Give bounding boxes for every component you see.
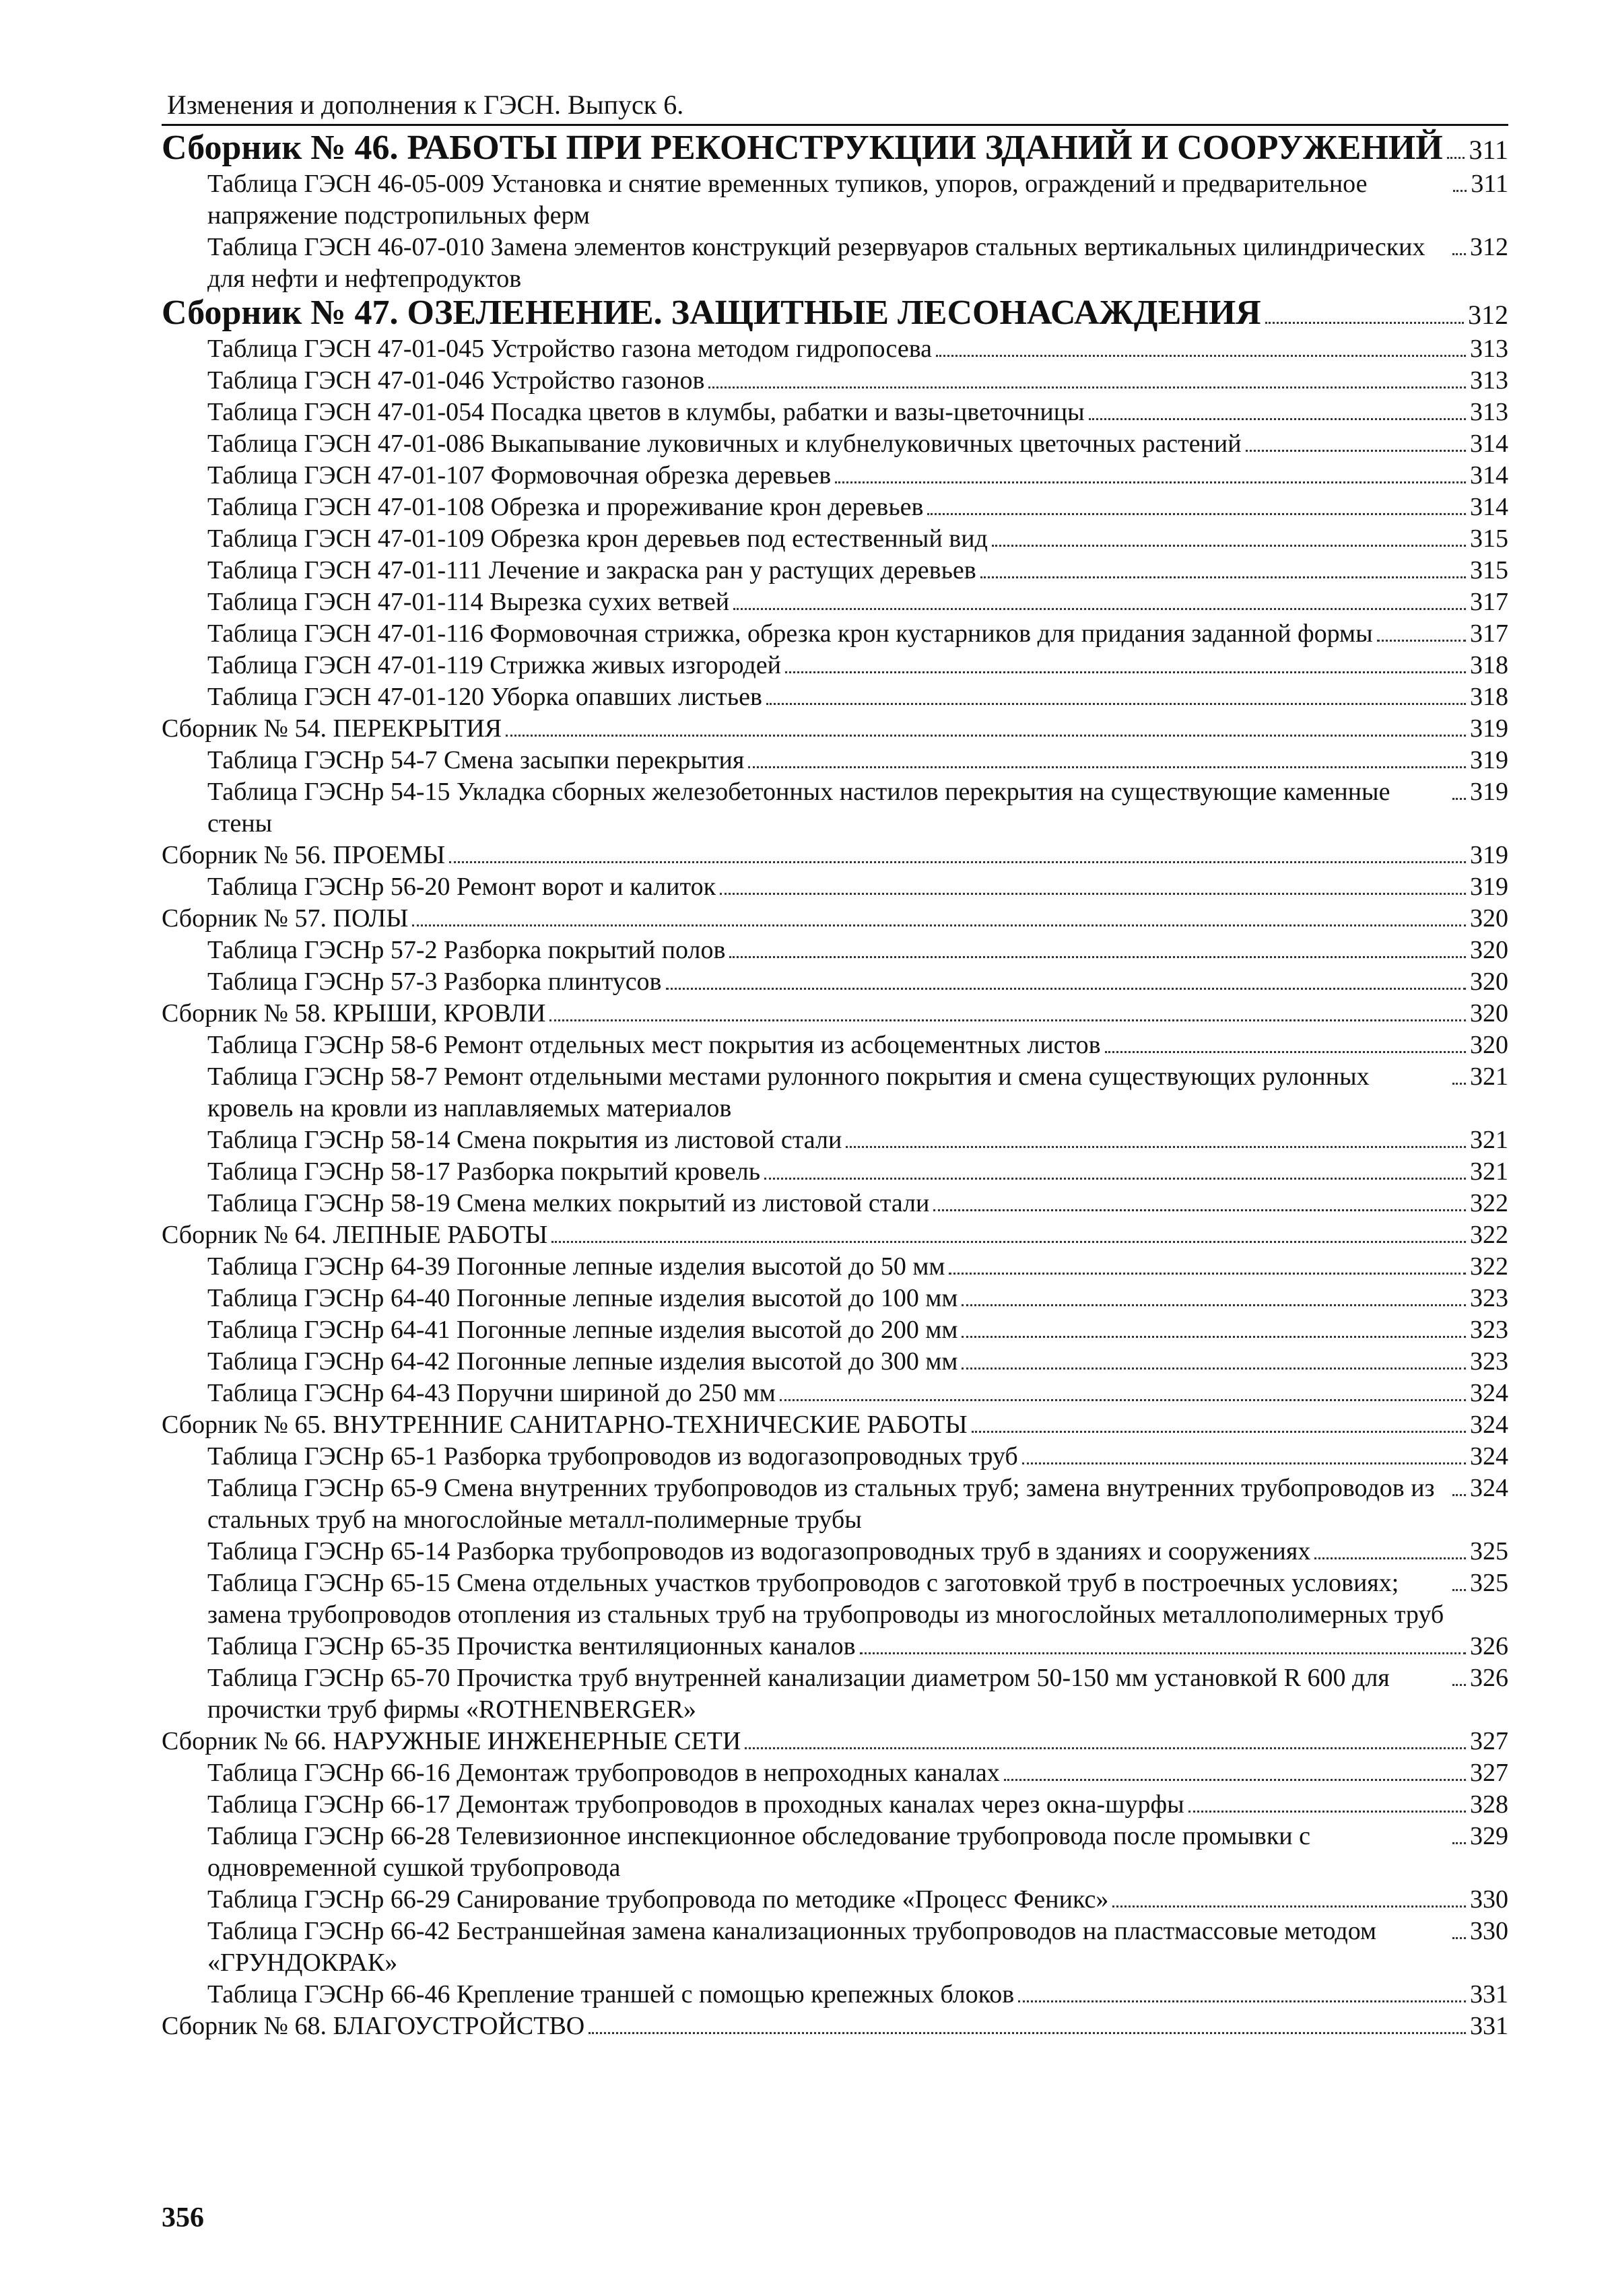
toc-entry-page: 330	[1470, 1885, 1508, 1914]
toc-entry-page: 312	[1470, 233, 1508, 261]
toc-entry-title: Таблица ГЭСН 47-01-120 Уборка опавших листьев	[207, 683, 762, 711]
dot-leader	[962, 1368, 1466, 1370]
toc-entry-page: 313	[1470, 398, 1508, 426]
toc-entry-title: Таблица ГЭСН 47-01-108 Обрезка и прореживание крон деревьев	[207, 493, 924, 521]
dot-leader	[980, 576, 1466, 578]
toc-table-entry	[162, 871, 1508, 903]
dot-leader	[449, 861, 1466, 863]
toc-entry-title: Таблица ГЭСН 47-01-054 Посадка цветов в клумбы, рабатки и вазы-цветочницы	[207, 398, 1085, 426]
dot-leader	[1188, 1811, 1466, 1813]
toc-entry-title: Таблица ГЭСНр 66-29 Санирование трубопровода по методике «Процесс Феникс»	[207, 1885, 1109, 1914]
toc-entry-page: 320	[1470, 999, 1508, 1027]
toc-entry-title: Сборник № 56. ПРОЕМЫ	[162, 841, 446, 869]
toc-entry-page: 314	[1470, 493, 1508, 521]
toc-entry-page: 322	[1470, 1221, 1508, 1249]
dot-leader	[412, 924, 1466, 926]
toc-entry-page: 330	[1470, 1917, 1508, 1945]
toc-entry-title: Таблица ГЭСНр 66-28 Телевизионное инспекционное обследование трубопровода после промывки с одновременной сушкой трубопровода	[207, 1822, 1310, 1882]
toc-entry-title: Таблица ГЭСНр 58-6 Ремонт отдельных мест покрытия из асбоцементных листов	[207, 1031, 1101, 1059]
toc-entry-title: Таблица ГЭСНр 65-1 Разборка трубопроводов из водогазопроводных труб	[207, 1442, 1018, 1471]
toc-table-entry	[162, 397, 1508, 428]
dot-leader	[927, 513, 1466, 515]
dot-leader	[1452, 1937, 1466, 1939]
toc-entry-page: 317	[1470, 588, 1508, 616]
toc-entry-page: 320	[1470, 936, 1508, 964]
toc-entry-page: 331	[1470, 2012, 1508, 2040]
dot-leader	[551, 1241, 1466, 1243]
toc-entry-page: 324	[1470, 1474, 1508, 1502]
toc-entry-page: 314	[1470, 430, 1508, 458]
dot-leader	[1452, 1842, 1466, 1844]
dot-leader	[766, 703, 1466, 705]
toc-entry-page: 324	[1470, 1411, 1508, 1439]
dot-leader	[949, 1273, 1466, 1275]
dot-leader	[745, 1747, 1466, 1749]
dot-leader	[764, 1178, 1466, 1180]
toc-entry-title: Сборник № 57. ПОЛЫ	[162, 904, 409, 933]
toc-entry-page: 320	[1470, 968, 1508, 996]
toc-entry-page: 311	[1469, 135, 1508, 165]
dot-leader	[1452, 1589, 1466, 1591]
toc-section-entry	[162, 2011, 1508, 2042]
toc-section-entry	[162, 713, 1508, 745]
toc-entry-title: Сборник № 68. БЛАГОУСТРОЙСТВО	[162, 2012, 585, 2040]
toc-entry-page: 318	[1470, 683, 1508, 711]
dot-leader	[1452, 798, 1466, 800]
toc-entry-page: 324	[1470, 1442, 1508, 1471]
dot-leader	[962, 1304, 1466, 1306]
document-page	[162, 88, 1508, 2042]
dot-leader	[720, 893, 1466, 895]
toc-section-entry	[162, 130, 1508, 168]
toc-entry-title: Таблица ГЭСНр 54-15 Укладка сборных железобетонных настилов перекрытия на существующие каменные стены	[207, 778, 1390, 838]
toc-table-entry	[162, 1821, 1508, 1884]
toc-entry-title: Таблица ГЭСНр 65-9 Смена внутренних трубопроводов из стальных труб; замена внутренних трубопроводов из стальных труб на многослойные металл-полимерные трубы	[207, 1474, 1435, 1534]
toc-entry-page: 329	[1470, 1822, 1508, 1850]
toc-table-entry	[162, 1156, 1508, 1188]
toc-entry-page: 327	[1470, 1759, 1508, 1787]
toc-entry-page: 324	[1470, 1379, 1508, 1407]
toc-entry-title: Таблица ГЭСНр 54-7 Смена засыпки перекрытия	[207, 746, 745, 774]
toc-entry-title: Таблица ГЭСНр 64-42 Погонные лепные изделия высотой до 300 мм	[207, 1347, 958, 1376]
toc-entry-title: Таблица ГЭСНр 57-3 Разборка плинтусов	[207, 968, 662, 996]
toc-entry-page: 322	[1470, 1252, 1508, 1281]
dot-leader	[992, 545, 1466, 547]
toc-entry-page: 326	[1470, 1664, 1508, 1692]
toc-table-entry	[162, 1757, 1508, 1789]
toc-entry-page: 312	[1468, 300, 1508, 330]
toc-entry-page: 320	[1470, 1031, 1508, 1059]
toc-entry-title: Таблица ГЭСНр 66-17 Демонтаж трубопроводов в проходных каналах через окна-шурфы	[207, 1790, 1184, 1819]
toc-entry-page: 320	[1470, 904, 1508, 933]
toc-table-entry	[162, 966, 1508, 998]
dot-leader	[785, 671, 1466, 673]
dot-leader	[933, 1209, 1466, 1211]
toc-table-entry	[162, 1631, 1508, 1662]
toc-table-entry	[162, 555, 1508, 586]
dot-leader	[846, 1146, 1466, 1148]
toc-table-entry	[162, 1789, 1508, 1821]
toc-entry-title: Таблица ГЭСНр 58-17 Разборка покрытий кровель	[207, 1157, 761, 1186]
dot-leader	[835, 481, 1466, 483]
toc-entry-title: Таблица ГЭСНр 66-46 Крепление траншей с помощью крепежных блоков	[207, 1980, 1015, 2008]
toc-entry-title: Таблица ГЭСНр 65-15 Смена отдельных участков трубопроводов с заготовкой труб в построечных условиях; замена трубопроводов отопления из стальных труб на трубопроводы из многослойных металлополимерных труб	[207, 1569, 1444, 1629]
toc-entry-page: 321	[1470, 1126, 1508, 1154]
toc-entry-title: Таблица ГЭСН 47-01-045 Устройство газона методом гидропосева	[207, 335, 933, 363]
toc-entry-title: Таблица ГЭСНр 65-35 Прочистка вентиляционных каналов	[207, 1632, 856, 1660]
toc-table-entry	[162, 1283, 1508, 1314]
toc-entry-page: 321	[1470, 1062, 1508, 1091]
toc-entry-title: Сборник № 66. НАРУЖНЫЕ ИНЖЕНЕРНЫЕ СЕТИ	[162, 1727, 741, 1755]
toc-entry-page: 323	[1470, 1316, 1508, 1344]
toc-table-entry	[162, 523, 1508, 555]
toc-entry-page: 319	[1470, 873, 1508, 901]
dot-leader	[733, 608, 1466, 610]
toc-section-entry	[162, 1409, 1508, 1441]
toc-entry-title: Таблица ГЭСНр 66-16 Демонтаж трубопроводов в непроходных каналах	[207, 1759, 1000, 1787]
toc-entry-title: Таблица ГЭСН 47-01-086 Выкапывание луковичных и клубнелуковичных цветочных растений	[207, 430, 1242, 458]
dot-leader	[1377, 640, 1466, 642]
dot-leader	[1018, 2000, 1466, 2002]
toc-entry-page: 315	[1470, 525, 1508, 553]
dot-leader	[860, 1652, 1466, 1654]
toc-table-entry	[162, 1916, 1508, 1979]
toc-entry-page: 323	[1470, 1284, 1508, 1312]
toc-entry-page: 315	[1470, 556, 1508, 584]
toc-entry-page: 319	[1470, 778, 1508, 806]
toc-entry-title: Сборник № 65. ВНУТРЕННИЕ САНИТАРНО-ТЕХНИЧЕСКИЕ РАБОТЫ	[162, 1411, 968, 1439]
toc-table-entry	[162, 681, 1508, 713]
toc-table-entry	[162, 168, 1508, 232]
dot-leader	[1105, 1051, 1466, 1053]
toc-entry-page: 319	[1470, 714, 1508, 743]
toc-entry-title: Таблица ГЭСНр 58-19 Смена мелких покрытий из листовой стали	[207, 1189, 930, 1217]
toc-entry-page: 317	[1470, 619, 1508, 648]
dot-leader	[1314, 1557, 1466, 1559]
toc-entry-page: 323	[1470, 1347, 1508, 1376]
toc-table-entry	[162, 1346, 1508, 1378]
toc-entry-page: 321	[1470, 1157, 1508, 1186]
toc-section-entry	[162, 1219, 1508, 1251]
dot-leader	[1089, 418, 1466, 420]
toc-entry-title: Сборник № 46. РАБОТЫ ПРИ РЕКОНСТРУКЦИИ ЗДАНИЙ И СООРУЖЕНИЙ	[162, 129, 1443, 167]
dot-leader	[1265, 322, 1464, 324]
dot-leader	[1452, 1494, 1466, 1496]
toc-entry-title: Таблица ГЭСНр 58-14 Смена покрытия из листовой стали	[207, 1126, 842, 1154]
toc-entry-page: 319	[1470, 746, 1508, 774]
toc-table-entry	[162, 365, 1508, 397]
toc-table-entry	[162, 1029, 1508, 1061]
toc-table-entry	[162, 1124, 1508, 1156]
toc-entry-title: Таблица ГЭСН 47-01-116 Формовочная стрижка, обрезка крон кустарников для придания заданной формы	[207, 619, 1373, 648]
dot-leader	[708, 386, 1466, 389]
dot-leader	[780, 1399, 1466, 1401]
dot-leader	[936, 355, 1466, 357]
toc-entry-page: 322	[1470, 1189, 1508, 1217]
toc-table-entry	[162, 428, 1508, 460]
toc-entry-page: 328	[1470, 1790, 1508, 1819]
toc-entry-page: 325	[1470, 1569, 1508, 1597]
toc-table-entry	[162, 232, 1508, 295]
toc-entry-title: Таблица ГЭСН 47-01-046 Устройство газонов	[207, 366, 705, 395]
toc-table-entry	[162, 1884, 1508, 1916]
toc-entry-title: Таблица ГЭСНр 64-39 Погонные лепные изделия высотой до 50 мм	[207, 1252, 945, 1281]
toc-table-entry	[162, 492, 1508, 523]
toc-entry-title: Таблица ГЭСНр 56-20 Ремонт ворот и калиток	[207, 873, 716, 901]
toc-entry-page: 313	[1470, 335, 1508, 363]
dot-leader	[549, 1019, 1466, 1021]
toc-entry-title: Сборник № 47. ОЗЕЛЕНЕНИЕ. ЗАЩИТНЫЕ ЛЕСОНАСАЖДЕНИЯ	[162, 294, 1261, 332]
header-rule	[162, 124, 1508, 126]
dot-leader	[589, 2032, 1466, 2034]
dot-leader	[1112, 1905, 1466, 1907]
table-of-contents	[162, 130, 1508, 2042]
toc-entry-page: 318	[1470, 651, 1508, 679]
dot-leader	[1004, 1779, 1466, 1781]
toc-entry-title: Сборник № 64. ЛЕПНЫЕ РАБОТЫ	[162, 1221, 548, 1249]
toc-entry-title: Таблица ГЭСН 47-01-119 Стрижка живых изгородей	[207, 651, 782, 679]
toc-entry-title: Таблица ГЭСНр 64-40 Погонные лепные изделия высотой до 100 мм	[207, 1284, 958, 1312]
toc-entry-page: 327	[1470, 1727, 1508, 1755]
toc-entry-page: 326	[1470, 1632, 1508, 1660]
toc-table-entry	[162, 776, 1508, 840]
toc-table-entry	[162, 1441, 1508, 1473]
toc-entry-title: Сборник № 54. ПЕРЕКРЫТИЯ	[162, 714, 502, 743]
toc-table-entry	[162, 1662, 1508, 1726]
dot-leader	[666, 988, 1467, 990]
toc-table-entry	[162, 333, 1508, 365]
toc-table-entry	[162, 745, 1508, 776]
toc-section-entry	[162, 1726, 1508, 1757]
toc-section-entry	[162, 998, 1508, 1029]
toc-entry-title: Сборник № 58. КРЫШИ, КРОВЛИ	[162, 999, 546, 1027]
dot-leader	[1452, 253, 1466, 255]
toc-table-entry	[162, 1188, 1508, 1219]
toc-entry-page: 319	[1470, 841, 1508, 869]
toc-table-entry	[162, 1061, 1508, 1124]
dot-leader	[506, 735, 1466, 737]
page-number: 356	[162, 2202, 204, 2233]
toc-entry-page: 313	[1470, 366, 1508, 395]
toc-section-entry	[162, 295, 1508, 333]
toc-table-entry	[162, 1314, 1508, 1346]
toc-table-entry	[162, 1378, 1508, 1409]
dot-leader	[1246, 450, 1466, 452]
toc-entry-title: Таблица ГЭСНр 66-42 Бестраншейная замена канализационных трубопроводов на пластмассовые методом «ГРУНДОКРАК»	[207, 1917, 1377, 1977]
toc-entry-page: 331	[1470, 1980, 1508, 2008]
toc-entry-title: Таблица ГЭСНр 65-70 Прочистка труб внутренней канализации диаметром 50-150 мм установкой R 600 для прочистки труб фирмы «ROTHENBERGER»	[207, 1664, 1390, 1724]
toc-table-entry	[162, 586, 1508, 618]
toc-table-entry	[162, 935, 1508, 966]
toc-entry-page: 325	[1470, 1537, 1508, 1565]
dot-leader	[1022, 1462, 1466, 1464]
toc-table-entry	[162, 1251, 1508, 1283]
dot-leader	[972, 1431, 1466, 1433]
toc-table-entry	[162, 1567, 1508, 1631]
toc-table-entry	[162, 1536, 1508, 1567]
toc-table-entry	[162, 650, 1508, 681]
toc-entry-title: Таблица ГЭСН 46-05-009 Установка и снятие временных тупиков, упоров, ограждений и предварительное напряжение подстропильных ферм	[207, 170, 1368, 230]
toc-entry-title: Таблица ГЭСН 46-07-010 Замена элементов конструкций резервуаров стальных вертикальных цилиндрических для нефти и нефтепродуктов	[207, 233, 1425, 293]
dot-leader	[962, 1336, 1466, 1338]
toc-table-entry	[162, 618, 1508, 650]
toc-entry-title: Таблица ГЭСН 47-01-114 Вырезка сухих ветвей	[207, 588, 730, 616]
toc-table-entry	[162, 1473, 1508, 1536]
toc-entry-title: Таблица ГЭСН 47-01-109 Обрезка крон деревьев под естественный вид	[207, 525, 988, 553]
toc-section-entry	[162, 840, 1508, 871]
dot-leader	[1452, 1083, 1466, 1085]
toc-entry-title: Таблица ГЭСНр 57-2 Разборка покрытий полов	[207, 936, 726, 964]
dot-leader	[1453, 190, 1467, 192]
toc-entry-title: Таблица ГЭСНр 65-14 Разборка трубопроводов из водогазопроводных труб в зданиях и сооружениях	[207, 1537, 1311, 1565]
toc-entry-title: Таблица ГЭСНр 58-7 Ремонт отдельными местами рулонного покрытия и смена существующих рулонных кровель на кровли из наплавляемых материалов	[207, 1062, 1370, 1122]
toc-entry-title: Таблица ГЭСНр 64-43 Поручни шириной до 250 мм	[207, 1379, 776, 1407]
toc-section-entry	[162, 903, 1508, 935]
toc-table-entry	[162, 460, 1508, 492]
dot-leader	[748, 766, 1466, 768]
toc-entry-page: 311	[1471, 170, 1508, 198]
running-head: Изменения и дополнения к ГЭСН. Выпуск 6.	[167, 90, 684, 120]
toc-entry-title: Таблица ГЭСН 47-01-107 Формовочная обрезка деревьев	[207, 461, 832, 489]
dot-leader	[729, 956, 1466, 958]
toc-entry-title: Таблица ГЭСНр 64-41 Погонные лепные изделия высотой до 200 мм	[207, 1316, 958, 1344]
toc-entry-title: Таблица ГЭСН 47-01-111 Лечение и закраска ран у растущих деревьев	[207, 556, 976, 584]
dot-leader	[1447, 157, 1465, 159]
dot-leader	[1452, 1684, 1466, 1686]
toc-table-entry	[162, 1979, 1508, 2011]
toc-entry-page: 314	[1470, 461, 1508, 489]
